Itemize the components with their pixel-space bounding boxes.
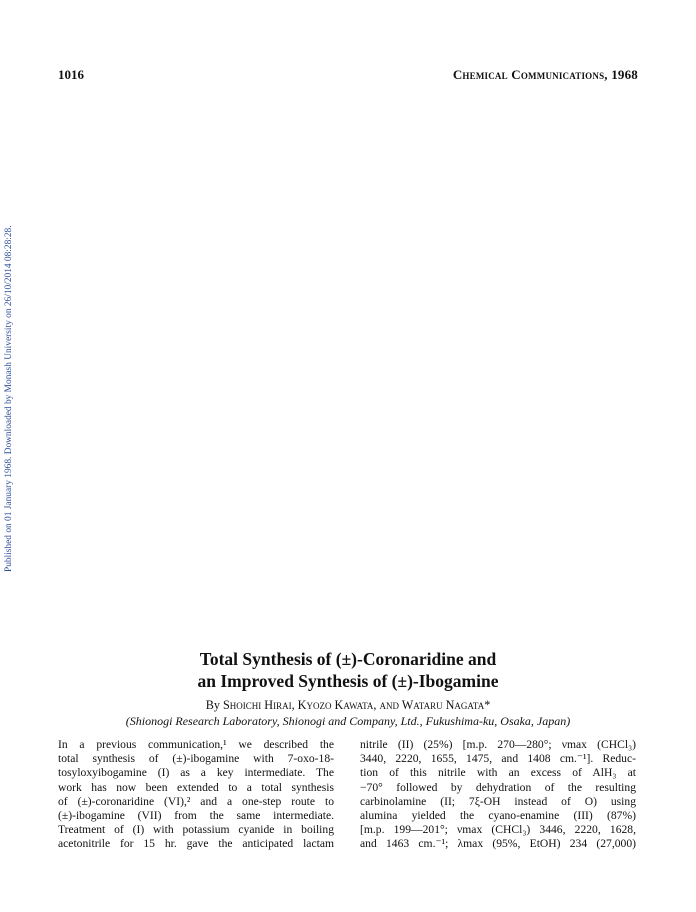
text-line: In a previous communication,¹ we described the: [58, 738, 334, 751]
text-line: acetonitrile for 15 hr. gave the anticipated lactam: [58, 837, 334, 851]
text-line: tosyloxyibogamine (I) as a key intermediate. The: [58, 766, 334, 780]
text-line: 3440, 2220, 1655, 1475, and 1408 cm.⁻¹]. Reduc-: [360, 752, 636, 766]
article-title-line-2: an Improved Synthesis of (±)-Ibogamine: [197, 671, 499, 691]
text-line: alumina yielded the cyano-enamine (III) (87%): [360, 809, 636, 823]
page-number: 1016: [58, 67, 84, 82]
text-line: nitrile (II) (25%) [m.p. 270—280°; νmax (CHCl₃): [360, 738, 636, 751]
affiliation: (Shionogi Research Laboratory, Shionogi and Company, Ltd., Fukushima-ku, Osaka, Japan): [125, 714, 571, 728]
body-column-left: [58, 738, 334, 852]
download-watermark: Published on 01 January 1968. Downloaded by Monash University on 26/10/2014 08:28:28.: [4, 225, 14, 572]
text-line: and 1463 cm.⁻¹; λmax (95%, EtOH) 234 (27,000): [360, 837, 636, 851]
authors-names: Shoichi Hirai, Kyozo Kawata, and Wataru Nagata*: [222, 698, 491, 712]
author-list: [0, 698, 696, 713]
text-line: total synthesis of (±)-ibogamine with 7-oxo-18-: [58, 752, 334, 766]
text-line: of (±)-coronaridine (VI),² and a one-step route to: [58, 794, 334, 808]
text-line: (±)-ibogamine (VII) from the same intermediate.: [58, 809, 334, 823]
text-line: Treatment of (I) with potassium cyanide in boiling: [58, 823, 334, 837]
text-line: −70° followed by dehydration of the resulting: [360, 780, 636, 794]
journal-header: Chemical Communications, 1968: [452, 67, 638, 82]
body-column-right: [360, 738, 636, 852]
article-heading: [0, 648, 696, 729]
authors-prefix: By: [205, 698, 220, 712]
text-line: work has now been extended to a total synthesis: [58, 780, 334, 794]
text-line: carbinolamine (II; 7ξ-OH instead of O) using: [360, 794, 636, 808]
text-line: [m.p. 199—201°; νmax (CHCl₃) 3446, 2220, 1628,: [360, 823, 636, 837]
article-title-line-1: Total Synthesis of (±)-Coronaridine and: [199, 649, 497, 669]
text-line: tion of this nitrile with an excess of AlH₃ at: [360, 766, 636, 780]
